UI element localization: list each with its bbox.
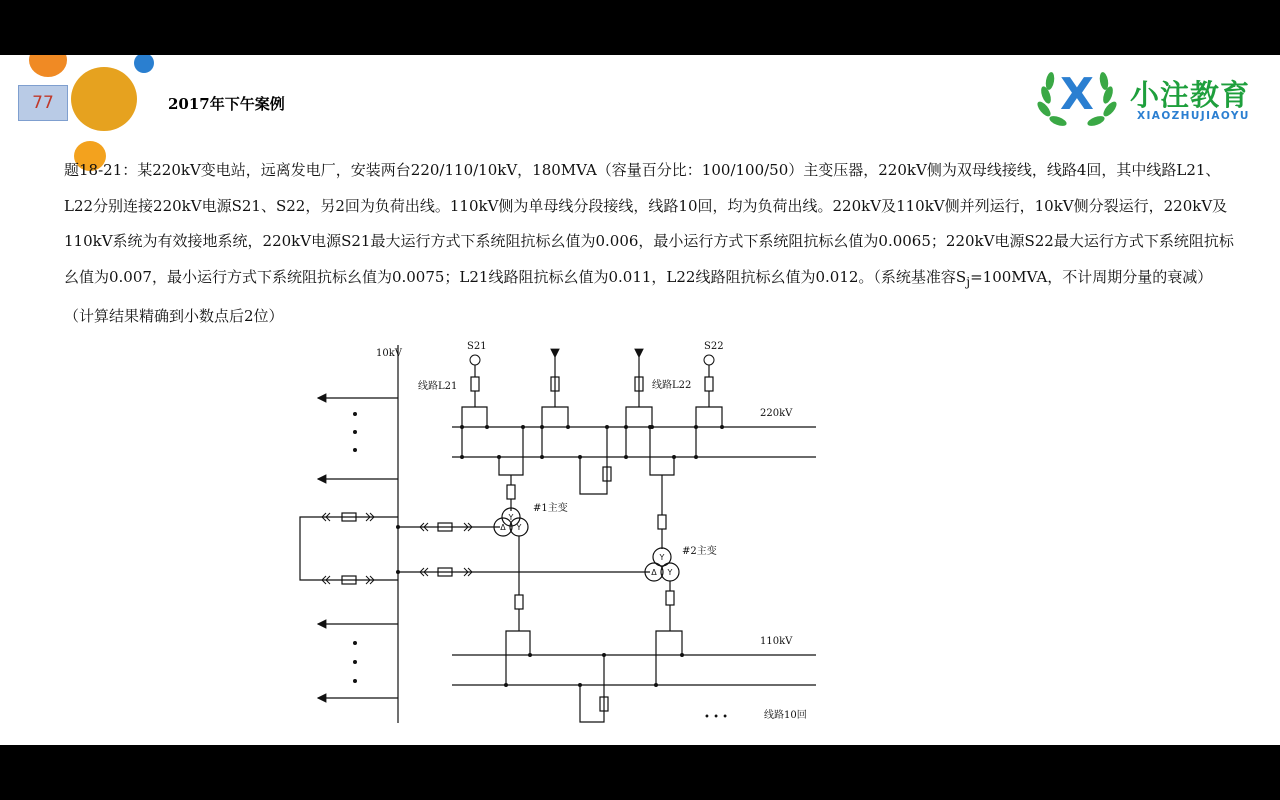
label-s21: S21 <box>467 341 487 352</box>
brand-name: 小注教育 <box>1130 78 1251 112</box>
svg-text:Y: Y <box>508 513 514 522</box>
svg-text:Δ: Δ <box>651 568 657 577</box>
label-t1: #1主变 <box>533 503 568 514</box>
label-t2: #2主变 <box>682 546 717 557</box>
source-s21-icon <box>470 355 480 365</box>
label-220kv: 220kV <box>760 408 793 419</box>
problem-text-part2: =100MVA，不计周期分量的衰减）（计算结果精确到小数点后2位） <box>64 267 1213 325</box>
page-number: 77 <box>18 85 68 121</box>
svg-text:Y: Y <box>516 523 522 532</box>
slide <box>0 55 1280 745</box>
tie-branch-10kv <box>300 517 398 580</box>
slide-title: 2017年下午案例 <box>168 95 285 113</box>
label-lines10: 线路10回 <box>764 710 807 721</box>
problem-subscript: j <box>966 273 971 289</box>
svg-text:Y: Y <box>659 553 665 562</box>
svg-text:Y: Y <box>667 568 673 577</box>
svg-text:Δ: Δ <box>500 523 506 532</box>
logo-letter: X <box>1060 69 1094 120</box>
brand-pinyin: XIAOZHUJIAOYU <box>1137 110 1250 122</box>
problem-text-part1: 题18-21：某220kV变电站，远离发电厂，安装两台220/110/10kV，180MVA（容量百分比：100/100/50）主变压器，220kV侧为双母线接线，线路4回，其中线路L21、L22分别连接220kV电源S21、S22，另2回为负荷出线。110kV侧为单母线分段接线，线路10回，均为负荷出线。220kV及110kV侧并列运行，10kV侧分裂运行，220kV及110kV系统为有效接地系统，220kV电源S21最大运行方式下系统阻抗标幺值为0.006，最小运行方式下系统阻抗标幺值为0.0065；220kV电源S22最大运行方式下系统阻抗标幺值为0.007，最小运行方式下系统阻抗标幺值为0.0075；L21线路阻抗标幺值为0.011，L22线路阻抗标幺值为0.012。（系统基准容S <box>64 161 1234 286</box>
label-line-l21: 线路L21 <box>418 381 458 392</box>
label-ellipsis: • • • <box>704 712 729 723</box>
source-s22-icon <box>704 355 714 365</box>
label-s22: S22 <box>704 341 724 352</box>
single-line-diagram <box>0 55 1280 745</box>
label-10kv: 10kV <box>376 348 403 359</box>
label-line-l22: 线路L22 <box>652 380 692 391</box>
label-110kv: 110kV <box>760 636 793 647</box>
